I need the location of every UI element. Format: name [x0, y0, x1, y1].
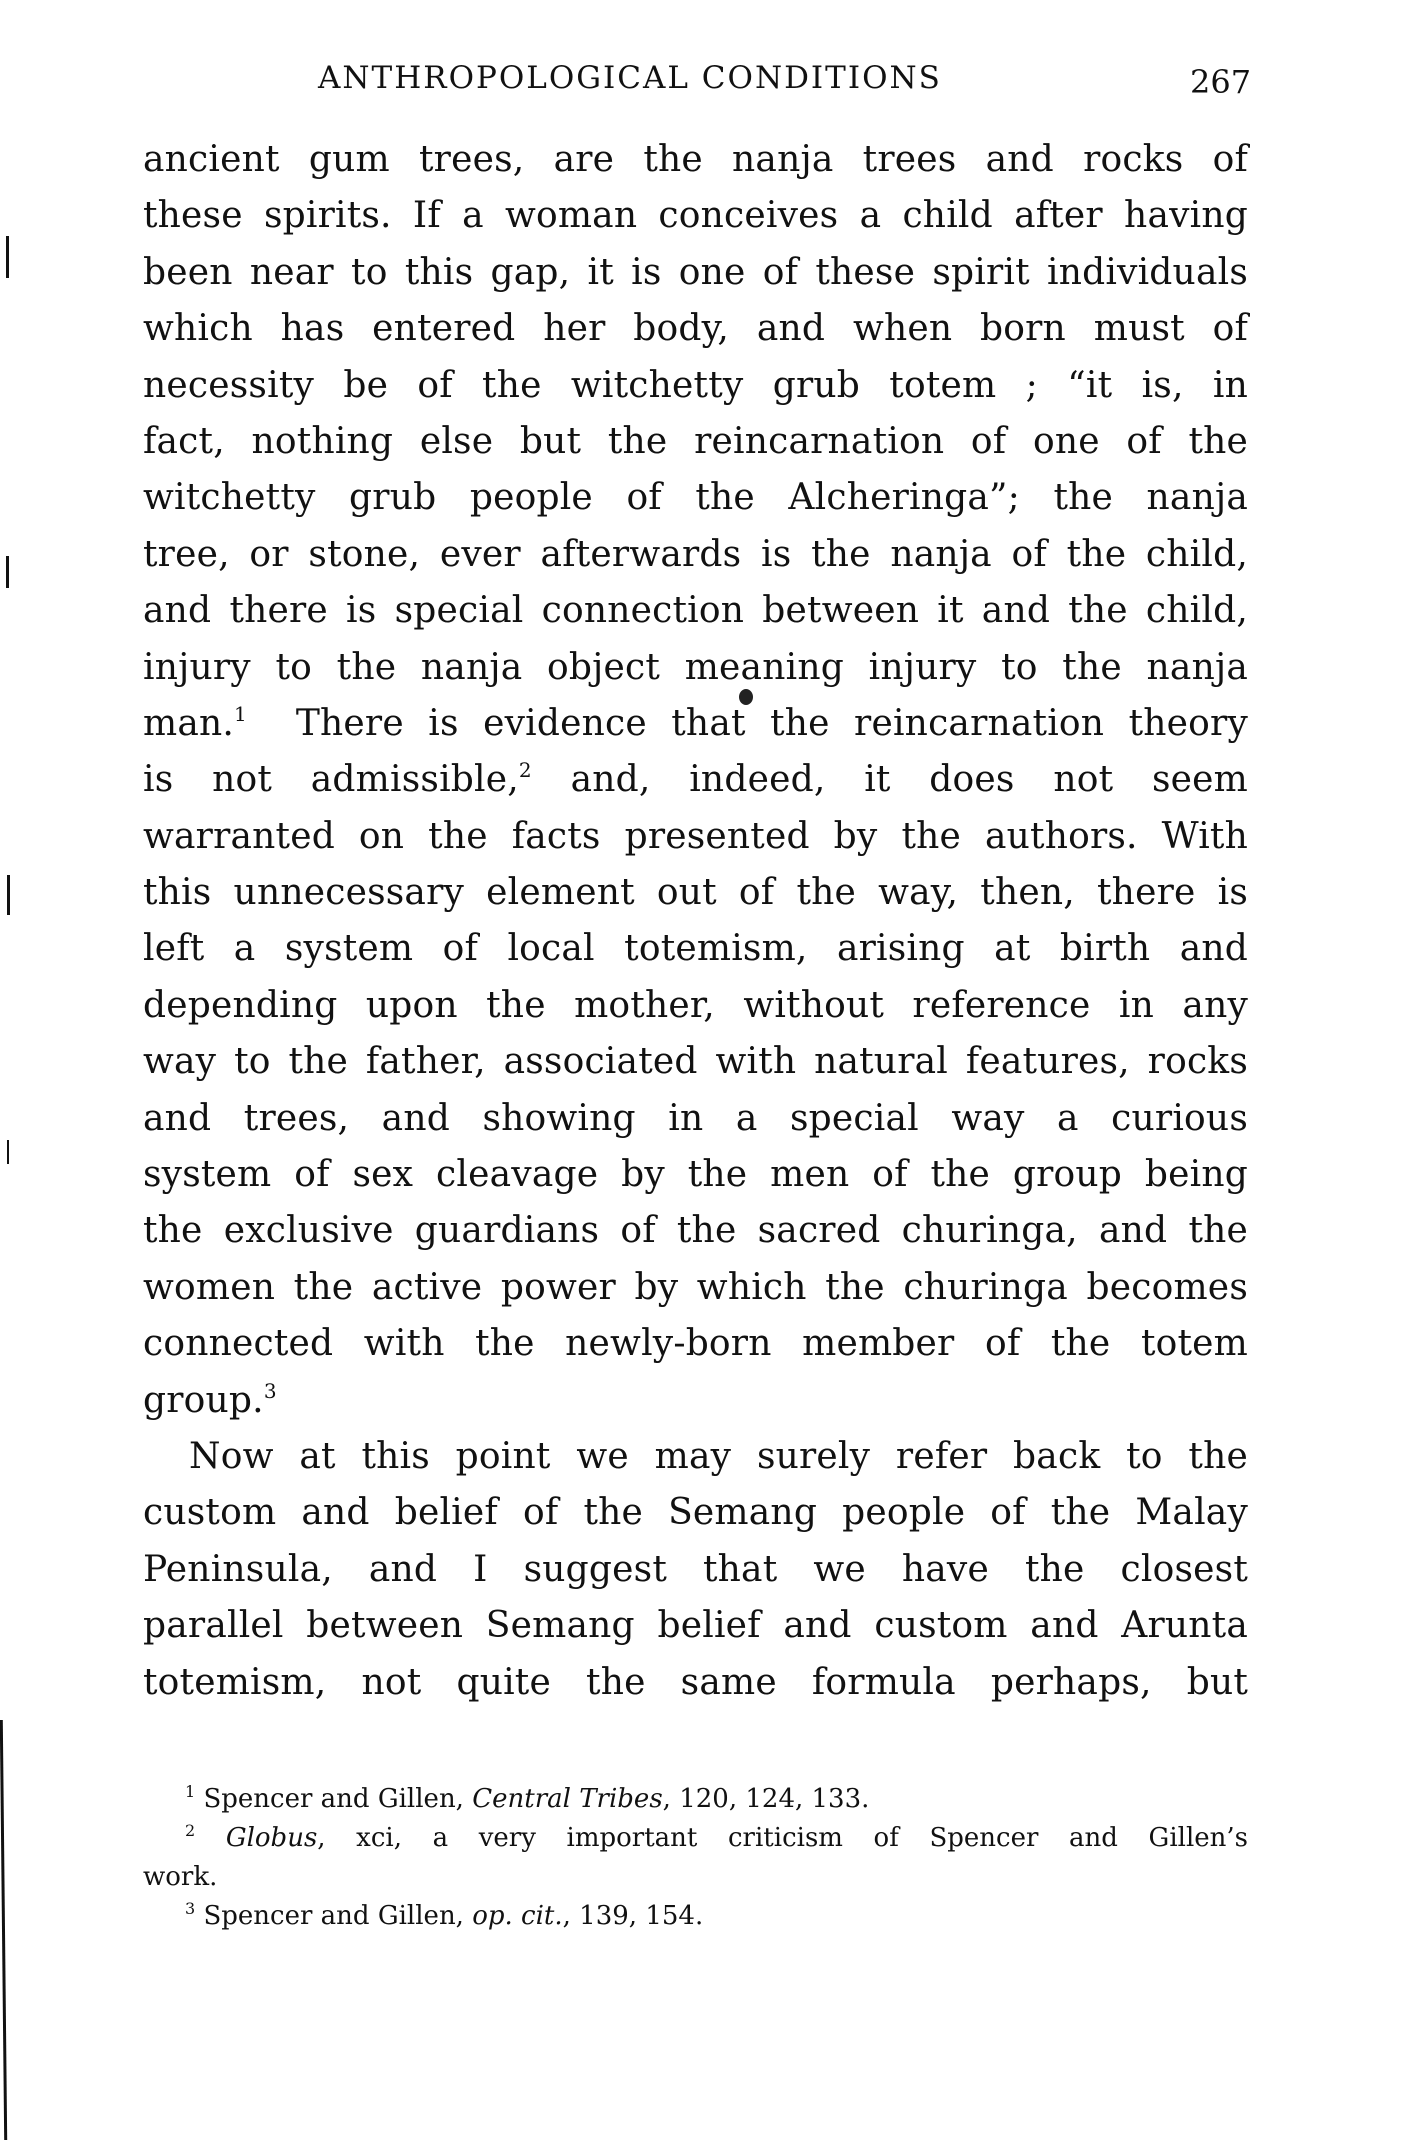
body-text: [143, 132, 1248, 1711]
footnote-3: [143, 1897, 1248, 1936]
scan-margin-mark: [0, 1720, 7, 2140]
text-line: left a system of local totemism, arising at birth and: [143, 928, 1248, 970]
scan-margin-mark: [6, 236, 9, 278]
text-line: and trees, and showing in a special way a curious: [143, 1097, 1248, 1139]
text-line: parallel between Semang belief and custom and Arunta: [143, 1605, 1248, 1647]
text-line: system of sex cleavage by the men of the group being: [143, 1154, 1248, 1196]
scan-margin-mark: [6, 556, 9, 588]
footnote-ref-3[interactable]: 3: [263, 1378, 277, 1403]
page-number: 267: [1190, 63, 1252, 101]
footnote-text: , 120, 124, 133.: [662, 1784, 870, 1814]
footnote-2: [143, 1819, 1248, 1858]
text-line: tree, or stone, ever afterwards is the nanja of the child,: [143, 533, 1248, 575]
text-line: [143, 696, 1248, 752]
footnotes: [143, 1780, 1248, 1936]
footnote-text: , xci, a very important criticism of Spencer and Gillen’s: [317, 1823, 1248, 1853]
text-line: [143, 1373, 1248, 1429]
text-line: these spirits. If a woman conceives a child after having: [143, 195, 1248, 237]
text-line: fact, nothing else but the reincarnation of one of the: [143, 420, 1248, 462]
footnote-marker: 1: [185, 1782, 196, 1801]
text-line: been near to this gap, it is one of these spirit individuals: [143, 251, 1248, 293]
footnote-1: [143, 1780, 1248, 1819]
footnote-title: op. cit.: [472, 1901, 563, 1931]
footnote-title: Central Tribes: [472, 1784, 663, 1814]
footnote-text: Spencer and Gillen,: [203, 1784, 473, 1814]
footnote-ref-2[interactable]: 2: [518, 758, 532, 783]
text-line: injury to the nanja object meaning injury to the nanja: [143, 646, 1248, 688]
running-title: ANTHROPOLOGICAL CONDITIONS: [318, 60, 942, 96]
text-segment: group.: [143, 1379, 264, 1421]
scan-margin-mark: [7, 875, 10, 915]
text-segment: man.: [143, 702, 235, 744]
running-head: [0, 58, 1420, 101]
text-line: ancient gum trees, are the nanja trees and rocks of: [143, 139, 1248, 180]
text-line: women the active power by which the churinga becomes: [143, 1266, 1248, 1308]
text-line: this unnecessary element out of the way, then, there is: [143, 872, 1248, 914]
text-segment: is not admissible,: [143, 759, 519, 801]
text-line: depending upon the mother, without reference in any: [143, 984, 1248, 1026]
text-line: warranted on the facts presented by the authors. With: [143, 815, 1248, 857]
text-line: and there is special connection between it and the child,: [143, 590, 1248, 632]
text-line: [143, 752, 1248, 808]
footnote-title: Globus: [225, 1823, 318, 1853]
text-line: which has entered her body, and when born must of: [143, 308, 1248, 350]
footnote-ref-1[interactable]: 1: [234, 701, 247, 726]
text-segment: There is evidence that the reincarnation theory: [295, 702, 1248, 744]
text-line: necessity be of the witchetty grub totem ; “it is, in: [143, 364, 1248, 406]
footnote-text: Spencer and Gillen,: [203, 1901, 473, 1931]
text-segment: and, indeed, it does not seem: [570, 759, 1248, 801]
text-line: custom and belief of the Semang people of the Malay: [143, 1492, 1248, 1534]
footnote-2-continuation: work.: [143, 1862, 218, 1892]
text-line: totemism, not quite the same formula perhaps, but: [143, 1661, 1248, 1703]
footnote-marker: 3: [185, 1899, 196, 1918]
text-line: way to the father, associated with natural features, rocks: [143, 1041, 1248, 1083]
text-line: connected with the newly-born member of the totem: [143, 1323, 1248, 1365]
text-line: the exclusive guardians of the sacred churinga, and the: [143, 1210, 1248, 1252]
scan-margin-mark: [7, 1140, 9, 1164]
footnote-marker: 2: [185, 1821, 196, 1840]
paragraph-start-line: Now at this point we may surely refer back to the: [189, 1435, 1248, 1477]
footnote-text: , 139, 154.: [562, 1901, 704, 1931]
text-line: Peninsula, and I suggest that we have the closest: [143, 1548, 1248, 1590]
text-line: witchetty grub people of the Alcheringa”; the nanja: [143, 477, 1248, 519]
